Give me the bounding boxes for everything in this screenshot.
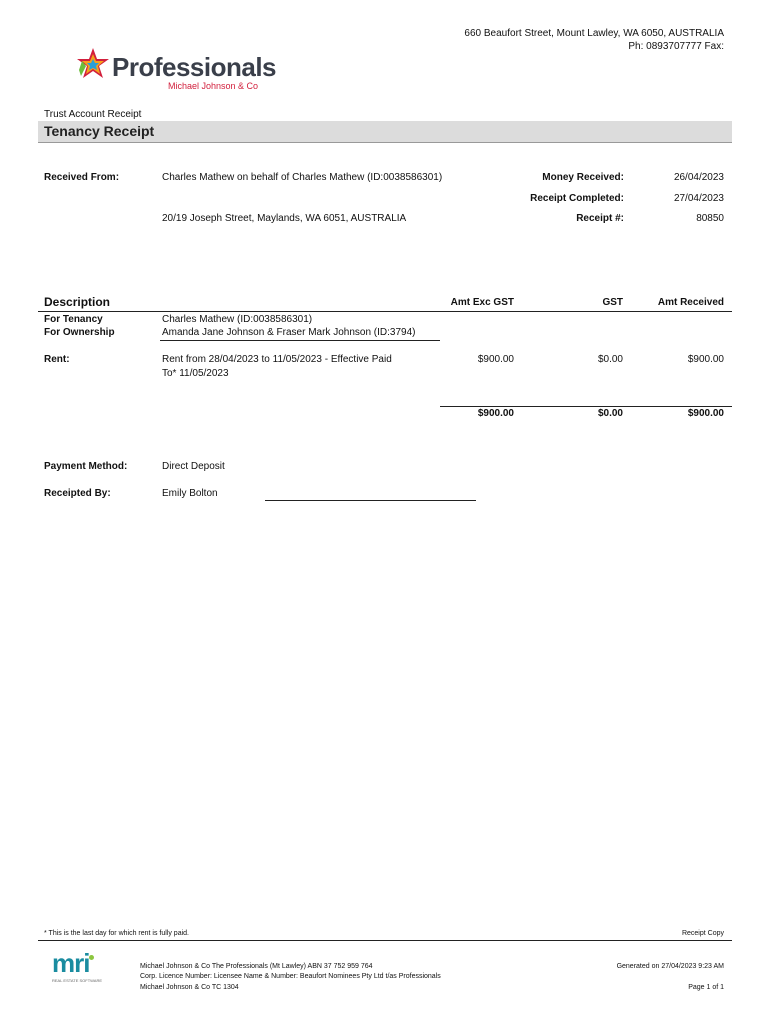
received-from-address: 20/19 Joseph Street, Maylands, WA 6051, AUSTRALIA — [162, 213, 407, 224]
footer-licence-line: Corp. Licence Number: Licensee Name & Number: Beaufort Nominees Pty Ltd t/as Professionals — [140, 973, 441, 980]
document-type: Trust Account Receipt — [44, 109, 142, 120]
header-divider — [38, 311, 732, 312]
receipted-by-label: Receipted By: — [44, 488, 111, 499]
for-tenancy-value: Charles Mathew (ID:0038586301) — [162, 314, 313, 325]
mri-logo — [52, 948, 116, 986]
total-gst: $0.00 — [597, 408, 623, 419]
money-received-label: Money Received: — [542, 172, 624, 183]
mri-logo-dot — [89, 955, 94, 960]
received-from-value: Charles Mathew on behalf of Charles Mathew (ID:0038586301) — [162, 172, 443, 183]
receipt-completed-value: 27/04/2023 — [673, 193, 724, 204]
signature-line — [265, 500, 476, 501]
total-divider — [440, 406, 732, 407]
mri-logo-tagline: REAL ESTATE SOFTWARE — [52, 978, 103, 983]
professionals-logo — [76, 44, 276, 96]
rent-description-line1: Rent from 28/04/2023 to 11/05/2023 - Effective Paid — [162, 354, 392, 365]
star-icon — [76, 46, 110, 84]
total-amt-exc-gst: $900.00 — [477, 408, 514, 419]
col-amt-received: Amt Received — [657, 297, 724, 308]
receipt-number-value: 80850 — [696, 213, 724, 224]
agency-address: 660 Beaufort Street, Mount Lawley, WA 6050, AUSTRALIA — [464, 28, 724, 39]
footer-agency-line: Michael Johnson & Co The Professionals (Mt Lawley) ABN 37 752 959 764 — [140, 963, 373, 970]
footer-divider — [38, 940, 732, 941]
footer-trust-line: Michael Johnson & Co TC 1304 — [140, 984, 239, 991]
rent-amt-received: $900.00 — [687, 354, 724, 365]
receipt-copy-label: Receipt Copy — [681, 930, 724, 937]
ownership-divider — [160, 340, 440, 341]
rent-amt-exc-gst: $900.00 — [477, 354, 514, 365]
total-amt-received: $900.00 — [687, 408, 724, 419]
rent-gst: $0.00 — [597, 354, 623, 365]
agency-phone-fax: Ph: 0893707777 Fax: — [628, 41, 724, 52]
for-ownership-label: For Ownership — [44, 327, 115, 338]
receipt-completed-label: Receipt Completed: — [530, 193, 624, 204]
title-bar — [38, 121, 732, 143]
mri-logo-word: mri — [52, 948, 90, 978]
payment-method-label: Payment Method: — [44, 461, 128, 472]
payment-method-value: Direct Deposit — [162, 461, 225, 472]
page-title: Tenancy Receipt — [44, 123, 155, 139]
page-number: Page 1 of 1 — [688, 984, 724, 991]
generated-timestamp: Generated on 27/04/2023 9:23 AM — [616, 963, 724, 970]
logo-wordmark: Professionals — [112, 52, 277, 82]
description-header: Description — [44, 295, 111, 309]
receipted-by-value: Emily Bolton — [162, 488, 218, 499]
rent-label: Rent: — [44, 354, 70, 365]
receipt-number-label: Receipt #: — [576, 213, 624, 224]
received-from-label: Received From: — [44, 172, 120, 183]
for-tenancy-label: For Tenancy — [44, 314, 103, 325]
rent-description-line2: To* 11/05/2023 — [162, 368, 229, 379]
col-amt-exc-gst: Amt Exc GST — [450, 297, 514, 308]
for-ownership-value: Amanda Jane Johnson & Fraser Mark Johnson (ID:3794) — [162, 327, 416, 338]
footnote: * This is the last day for which rent is fully paid. — [44, 930, 189, 937]
logo-subtitle: Michael Johnson & Co — [168, 81, 259, 91]
col-gst: GST — [602, 297, 623, 308]
money-received-value: 26/04/2023 — [673, 172, 724, 183]
